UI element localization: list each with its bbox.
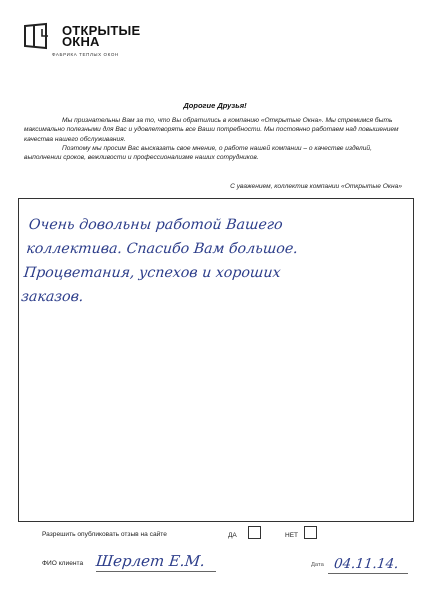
client-name-label: ФИО клиента xyxy=(42,560,84,567)
logo-text-line1: ОТКРЫТЫЕ xyxy=(62,23,141,38)
logo-text-line2: ОКНА xyxy=(62,34,100,49)
intro-paragraph-1: Мы признательны Вам за то, что Вы обратились в компанию «Открытые Окна». Мы стремимся быть максимально полезными для Вас и удовлетворять все Ваши потребности. Мы постоянно работаем над повышением качества нашего обслуживания. xyxy=(24,117,399,143)
date-label: Дата xyxy=(311,562,324,568)
handwritten-review xyxy=(20,213,414,309)
logo-subtitle: ФАБРИКА ТЕПЛЫХ ОКОН xyxy=(52,52,119,57)
window-logo-icon xyxy=(22,22,52,50)
letter-intro xyxy=(24,116,410,162)
letter-signoff: С уважением, коллектив компании «Открытые Окна» xyxy=(230,183,402,190)
publish-permission-label: Разрешить опубликовать отзыв на сайте xyxy=(42,531,167,538)
client-name-field[interactable]: Шерлет Е.М. xyxy=(95,552,206,570)
no-label: НЕТ xyxy=(285,532,298,539)
review-line: заказов. xyxy=(20,289,85,305)
review-line: коллектива. Спасибо Вам большое. xyxy=(25,241,299,257)
review-line: Очень довольны работой Вашего xyxy=(27,217,284,233)
client-name-underline xyxy=(96,571,216,572)
yes-checkbox[interactable] xyxy=(248,526,261,539)
company-logo xyxy=(22,22,162,58)
date-underline xyxy=(328,573,408,574)
date-field[interactable]: 04.11.14. xyxy=(333,556,400,572)
yes-label: ДА xyxy=(228,532,237,539)
review-text-area[interactable] xyxy=(18,198,414,522)
intro-paragraph-2: Поэтому мы просим Вас высказать свое мнение, о работе нашей компании – о качестве изделий, выполнении сроков, вежливости и профессионализме наших сотрудников. xyxy=(24,144,372,162)
no-checkbox[interactable] xyxy=(304,526,317,539)
review-line: Процветания, успехов и хороших xyxy=(22,265,282,281)
letter-greeting: Дорогие Друзья! xyxy=(183,101,247,110)
